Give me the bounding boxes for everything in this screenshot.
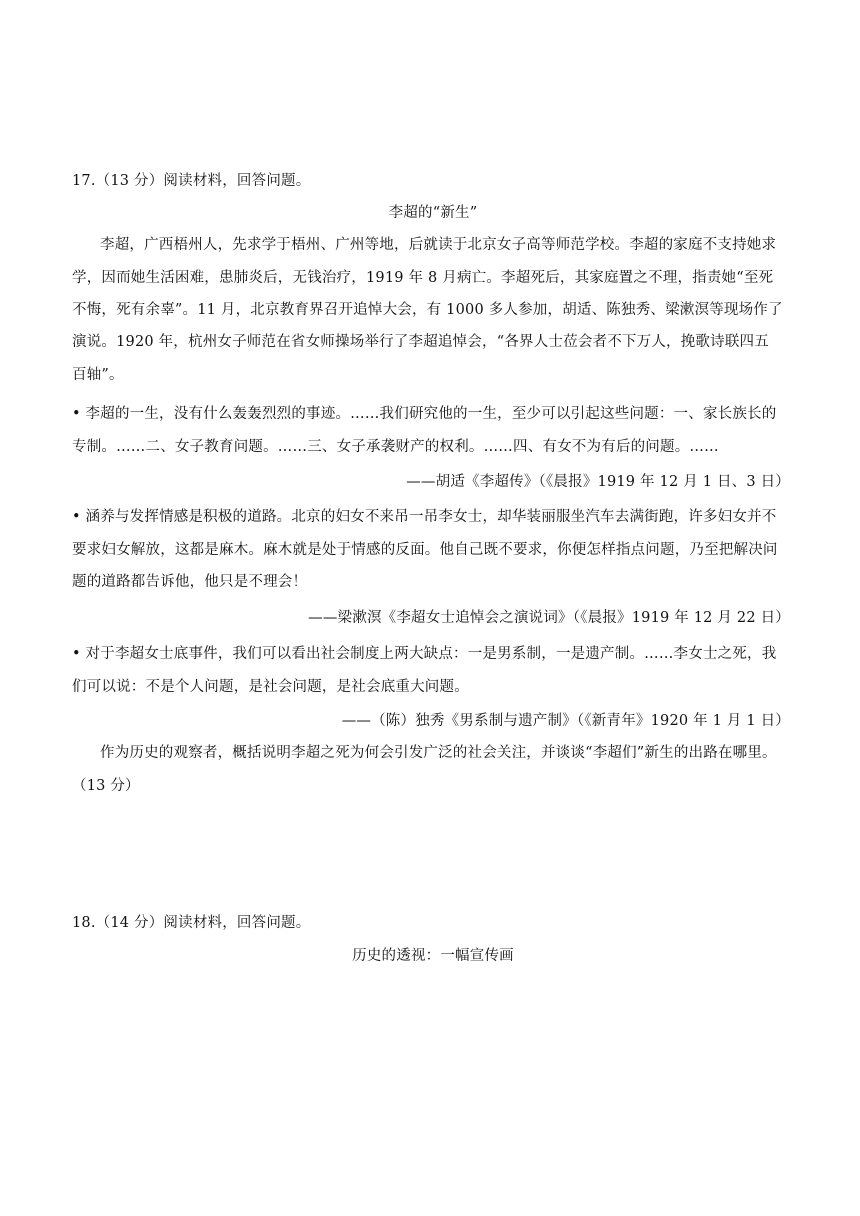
q18-heading: 18.（14 分）阅读材料，回答问题。 <box>72 915 311 931</box>
q17-heading: 17.（13 分）阅读材料，回答问题。 <box>72 173 311 189</box>
q17-intro-line: 百轴”。 <box>72 367 124 383</box>
q17-quote2-line: 要求妇女解放，这都是麻木。麻木就是处于情感的反面。他自己既不要求，你便怎样指点问题，乃至把解决问 <box>72 542 778 558</box>
q17-quote3-line: • 对于李超女士底事件，我们可以看出社会制度上两大缺点：一是男系制，一是遗产制。……李女士之死，我 <box>72 646 777 662</box>
q17-quote2-line: 题的道路都告诉他，他只是不理会！ <box>72 574 308 590</box>
q17-intro-line: 李超，广西梧州人，先求学于梧州、广州等地，后就读于北京女子高等师范学校。李超的家庭不支持她求 <box>100 237 777 253</box>
q17-title: 李超的“新生” <box>388 205 478 221</box>
q18-title: 历史的透视：一幅宣传画 <box>352 948 514 964</box>
q17-source1: ——胡适《李超传》（《晨报》1919 年 12 月 1 日、3 日） <box>406 474 790 490</box>
q17-quote3-line: 们可以说：不是个人问题，是社会问题，是社会底重大问题。 <box>72 679 469 695</box>
q17-task-line: 作为历史的观察者，概括说明李超之死为何会引发广泛的社会关注，并谈谈“李超们”新生的出路在哪里。 <box>100 745 777 761</box>
q17-intro-line: 演说。1920 年，杭州女子师范在省女师操场举行了李超追悼会，“各界人士莅会者不下万人，挽歌诗联四五 <box>72 334 769 350</box>
q17-source2: ——梁漱溟《李超女士追悼会之演说词》（《晨报》1919 年 12 月 22 日） <box>308 610 790 626</box>
q17-intro-line: 学，因而她生活困难，患肺炎后，无钱治疗，1919 年 8 月病亡。李超死后，其家庭置之不理，指责她“至死 <box>72 270 774 286</box>
q17-intro-line: 不悔，死有余辜”。11 月，北京教育界召开追悼大会，有 1000 多人参加，胡适、陈独秀、梁漱溟等现场作了 <box>72 302 783 318</box>
q17-quote1-line: 专制。……二、女子教育问题。……三、女子承袭财产的权利。……四、有女不为有后的问题。…… <box>72 439 719 455</box>
q17-quote2-line: • 涵养与发挥情感是积极的道路。北京的妇女不来吊一吊李女士，却华装丽服坐汽车去满街跑，许多妇女并不 <box>72 509 777 525</box>
q17-source3: ——（陈）独秀《男系制与遗产制》（《新青年》1920 年 1 月 1 日） <box>341 713 790 729</box>
q17-quote1-line: • 李超的一生，没有什么轰轰烈烈的事迹。……我们研究他的一生，至少可以引起这些问题：一、家长族长的 <box>72 406 777 422</box>
q17-task-line: （13 分） <box>72 778 140 794</box>
